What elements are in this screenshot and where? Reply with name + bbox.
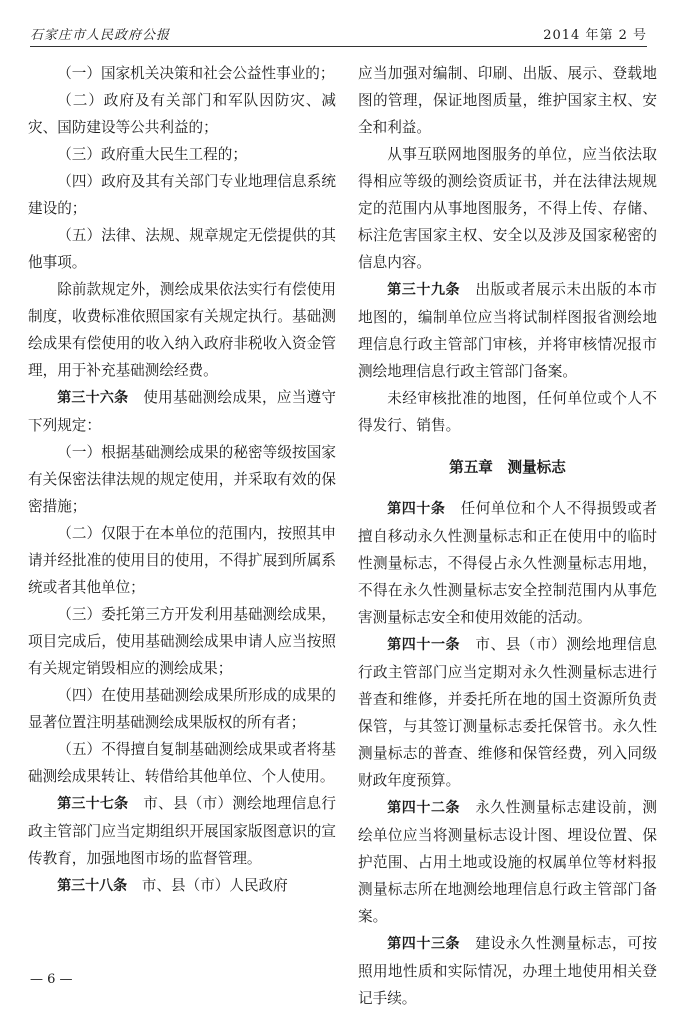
paragraph-text: （五）法律、法规、规章规定无偿提供的其他事项。 <box>28 227 336 271</box>
header-rule <box>30 46 647 47</box>
left-column <box>28 60 336 900</box>
article-paragraph <box>358 495 657 631</box>
paragraph-text: 市、县（市）人民政府 <box>141 877 288 894</box>
article-number: 第四十一条 <box>387 637 461 653</box>
article-number: 第四十三条 <box>387 936 461 952</box>
article-paragraph <box>358 631 657 794</box>
paragraph <box>28 141 336 168</box>
article-number: 第三十七条 <box>57 796 129 812</box>
paragraph <box>28 520 336 601</box>
paragraph <box>28 222 336 276</box>
paragraph <box>28 168 336 222</box>
paragraph <box>28 87 336 141</box>
paragraph-text: 市、县（市）测绘地理信息行政主管部门应当定期对永久性测量标志进行普查和维修，并委托所在地的国土资源所负责保管，与其签订测量标志委托保管书。永久性测量标志的普查、维修和保管经费，列入同级财政年度预算。 <box>358 636 657 789</box>
paragraph-text: 出版或者展示未出版的本市地图的，编制单位应当将试制样图报省测绘地理信息行政主管部门审核，并将审核情况报市测绘地理信息行政主管部门备案。 <box>358 281 657 380</box>
article-paragraph <box>358 794 657 930</box>
article-number: 第三十六条 <box>57 390 129 406</box>
article-number: 第四十二条 <box>387 800 461 816</box>
paragraph <box>358 141 657 276</box>
paragraph <box>28 60 336 87</box>
chapter-heading: 第五章 测量标志 <box>449 459 566 476</box>
paragraph <box>28 276 336 384</box>
paragraph <box>28 439 336 520</box>
issue-number: 2014 年第 2 号 <box>543 28 647 43</box>
paragraph-text: （二）政府及有关部门和军队因防灾、减灾、国防建设等公共利益的； <box>28 92 336 136</box>
paragraph-text: 使用基础测绘成果，应当遵守下列规定： <box>28 389 336 434</box>
article-paragraph <box>28 384 336 439</box>
paragraph-text: 应当加强对编制、印刷、出版、展示、登载地图的管理，保证地图质量，维护国家主权、安全和利益。 <box>358 65 657 136</box>
paragraph-text: 任何单位和个人不得损毁或者擅自移动永久性测量标志和正在使用中的临时性测量标志，不得侵占永久性测量标志用地，不得在永久性测量标志安全控制范围内从事危害测量标志安全和使用效能的活动。 <box>358 500 657 626</box>
page-header <box>30 24 647 46</box>
paragraph <box>28 682 336 736</box>
paragraph-text: （一）国家机关决策和社会公益性事业的； <box>57 65 335 82</box>
article-paragraph <box>28 872 336 900</box>
article-number: 第三十九条 <box>387 282 461 298</box>
paragraph-text: 建设永久性测量标志，可按照用地性质和实际情况，办理土地使用相关登记手续。 <box>358 935 657 1007</box>
paragraph-text: 未经审核批准的地图，任何单位或个人不得发行、销售。 <box>358 390 657 434</box>
paragraph-text: （五）不得擅自复制基础测绘成果或者将基础测绘成果转让、转借给其他单位、个人使用。 <box>28 741 336 785</box>
paragraph-text: （三）政府重大民生工程的； <box>57 146 247 163</box>
paragraph <box>358 385 657 439</box>
article-paragraph <box>28 790 336 872</box>
article-paragraph <box>358 276 657 385</box>
paragraph-text: （三）委托第三方开发利用基础测绘成果，项目完成后，使用基础测绘成果申请人应当按照有关规定销毁相应的测绘成果； <box>28 606 336 677</box>
paragraph-text: （四）在使用基础测绘成果所形成的成果的显著位置注明基础测绘成果版权的所有者； <box>28 687 336 731</box>
page-number: — 6 — <box>30 972 73 987</box>
article-paragraph <box>358 930 657 1012</box>
article-number: 第三十八条 <box>57 878 128 894</box>
publication-title: 石家庄市人民政府公报 <box>30 28 171 43</box>
paragraph-text: 永久性测量标志建设前，测绘单位应当将测量标志设计图、埋设位置、保护范围、占用土地或设施的权属单位等材料报测量标志所在地测绘地理信息行政主管部门备案。 <box>358 799 657 925</box>
paragraph-text: （一）根据基础测绘成果的秘密等级按国家有关保密法律法规的规定使用，并采取有效的保密措施； <box>28 444 336 515</box>
paragraph <box>28 736 336 790</box>
paragraph-text: 除前款规定外，测绘成果依法实行有偿使用制度，收费标准依照国家有关规定执行。基础测绘成果有偿使用的收入纳入政府非税收入资金管理，用于补充基础测绘经费。 <box>28 281 336 379</box>
paragraph-text: （二）仅限于在本单位的范围内，按照其申请并经批准的使用目的使用，不得扩展到所属系统或者其他单位； <box>28 525 336 596</box>
paragraph <box>358 60 657 141</box>
paragraph-text: 从事互联网地图服务的单位，应当依法取得相应等级的测绘资质证书，并在法律法规规定的范围内从事地图服务，不得上传、存储、标注危害国家主权、安全以及涉及国家秘密的信息内容。 <box>358 146 657 271</box>
paragraph-text: 市、县（市）测绘地理信息行政主管部门应当定期组织开展国家版图意识的宣传教育，加强地图市场的监督管理。 <box>28 795 336 867</box>
right-column <box>358 60 657 1012</box>
article-number: 第四十条 <box>387 501 446 517</box>
paragraph-text: （四）政府及其有关部门专业地理信息系统建设的； <box>28 173 336 217</box>
paragraph <box>28 601 336 682</box>
